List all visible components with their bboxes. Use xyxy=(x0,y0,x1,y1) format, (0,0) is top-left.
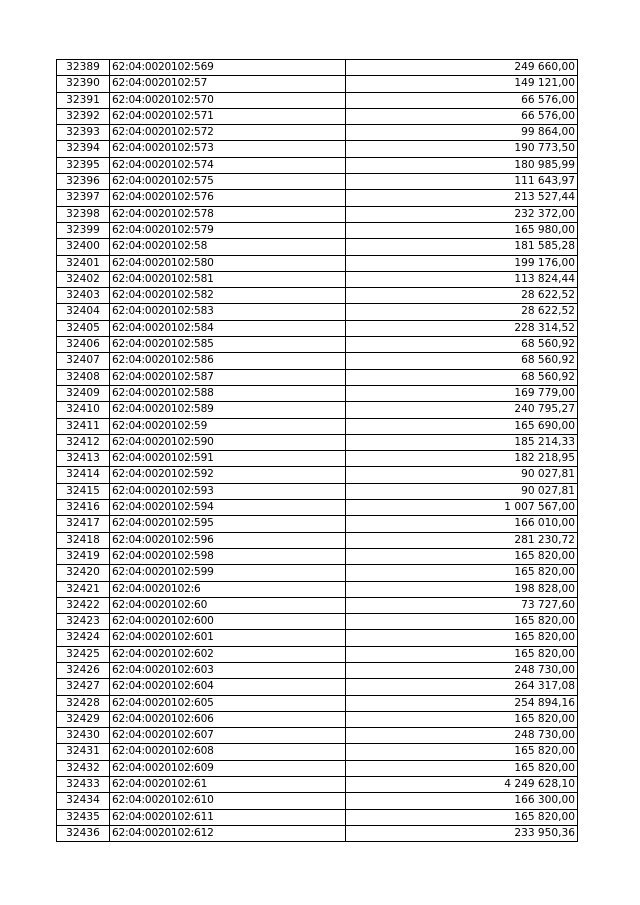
table-row xyxy=(57,662,578,678)
table-row xyxy=(57,695,578,711)
cadastral-value-cell: 165 820,00 xyxy=(346,711,578,727)
table-row xyxy=(57,76,578,92)
table-row xyxy=(57,108,578,124)
table-row xyxy=(57,565,578,581)
cadastral-number-cell: 62:04:0020102:592 xyxy=(110,467,346,483)
cadastral-value-cell: 66 576,00 xyxy=(346,92,578,108)
row-number-cell: 32401 xyxy=(57,255,110,271)
cadastral-number-cell: 62:04:0020102:573 xyxy=(110,141,346,157)
cadastral-number-cell: 62:04:0020102:60 xyxy=(110,597,346,613)
cadastral-value-cell: 165 980,00 xyxy=(346,222,578,238)
cadastral-value-cell: 165 820,00 xyxy=(346,565,578,581)
cadastral-number-cell: 62:04:0020102:584 xyxy=(110,320,346,336)
cadastral-value-cell: 281 230,72 xyxy=(346,532,578,548)
table-row xyxy=(57,320,578,336)
cadastral-number-cell: 62:04:0020102:595 xyxy=(110,516,346,532)
table-row xyxy=(57,548,578,564)
table-row xyxy=(57,793,578,809)
cadastral-number-cell: 62:04:0020102:593 xyxy=(110,483,346,499)
row-number-cell: 32419 xyxy=(57,548,110,564)
table-row xyxy=(57,255,578,271)
table-row xyxy=(57,581,578,597)
cadastral-number-cell: 62:04:0020102:594 xyxy=(110,500,346,516)
cadastral-value-cell: 182 218,95 xyxy=(346,451,578,467)
table-row xyxy=(57,239,578,255)
table-row xyxy=(57,500,578,516)
row-number-cell: 32430 xyxy=(57,728,110,744)
table-row xyxy=(57,141,578,157)
table-row xyxy=(57,190,578,206)
row-number-cell: 32410 xyxy=(57,402,110,418)
cadastral-value-cell: 213 527,44 xyxy=(346,190,578,206)
table-row xyxy=(57,271,578,287)
table-row xyxy=(57,744,578,760)
cadastral-value-cell: 232 372,00 xyxy=(346,206,578,222)
cadastral-number-cell: 62:04:0020102:58 xyxy=(110,239,346,255)
cadastral-value-cell: 90 027,81 xyxy=(346,483,578,499)
table-row xyxy=(57,174,578,190)
row-number-cell: 32396 xyxy=(57,174,110,190)
cadastral-value-cell: 28 622,52 xyxy=(346,304,578,320)
cadastral-number-cell: 62:04:0020102:575 xyxy=(110,174,346,190)
cadastral-number-cell: 62:04:0020102:600 xyxy=(110,614,346,630)
cadastral-value-cell: 248 730,00 xyxy=(346,728,578,744)
cadastral-number-cell: 62:04:0020102:602 xyxy=(110,646,346,662)
cadastral-number-cell: 62:04:0020102:579 xyxy=(110,222,346,238)
table-row xyxy=(57,532,578,548)
cadastral-number-cell: 62:04:0020102:598 xyxy=(110,548,346,564)
cadastral-number-cell: 62:04:0020102:582 xyxy=(110,288,346,304)
table-row xyxy=(57,125,578,141)
row-number-cell: 32416 xyxy=(57,500,110,516)
cadastral-number-cell: 62:04:0020102:589 xyxy=(110,402,346,418)
cadastral-value-table xyxy=(56,59,578,842)
table-row xyxy=(57,646,578,662)
cadastral-number-cell: 62:04:0020102:588 xyxy=(110,385,346,401)
table-row xyxy=(57,467,578,483)
cadastral-number-cell: 62:04:0020102:571 xyxy=(110,108,346,124)
cadastral-number-cell: 62:04:0020102:59 xyxy=(110,418,346,434)
cadastral-number-cell: 62:04:0020102:574 xyxy=(110,157,346,173)
cadastral-number-cell: 62:04:0020102:587 xyxy=(110,369,346,385)
cadastral-value-cell: 249 660,00 xyxy=(346,60,578,76)
row-number-cell: 32420 xyxy=(57,565,110,581)
table-row xyxy=(57,516,578,532)
cadastral-value-cell: 90 027,81 xyxy=(346,467,578,483)
cadastral-value-cell: 264 317,08 xyxy=(346,679,578,695)
table-row xyxy=(57,222,578,238)
cadastral-value-cell: 113 824,44 xyxy=(346,271,578,287)
row-number-cell: 32398 xyxy=(57,206,110,222)
cadastral-value-cell: 248 730,00 xyxy=(346,662,578,678)
row-number-cell: 32397 xyxy=(57,190,110,206)
cadastral-value-cell: 165 820,00 xyxy=(346,744,578,760)
cadastral-number-cell: 62:04:0020102:596 xyxy=(110,532,346,548)
row-number-cell: 32392 xyxy=(57,108,110,124)
cadastral-value-cell: 240 795,27 xyxy=(346,402,578,418)
row-number-cell: 32435 xyxy=(57,809,110,825)
table-row xyxy=(57,402,578,418)
row-number-cell: 32425 xyxy=(57,646,110,662)
cadastral-value-cell: 198 828,00 xyxy=(346,581,578,597)
row-number-cell: 32403 xyxy=(57,288,110,304)
table-row xyxy=(57,483,578,499)
row-number-cell: 32390 xyxy=(57,76,110,92)
cadastral-value-cell: 181 585,28 xyxy=(346,239,578,255)
row-number-cell: 32418 xyxy=(57,532,110,548)
cadastral-number-cell: 62:04:0020102:581 xyxy=(110,271,346,287)
cadastral-number-cell: 62:04:0020102:611 xyxy=(110,809,346,825)
cadastral-value-cell: 165 820,00 xyxy=(346,760,578,776)
cadastral-number-cell: 62:04:0020102:585 xyxy=(110,337,346,353)
table-body xyxy=(57,60,578,842)
row-number-cell: 32429 xyxy=(57,711,110,727)
cadastral-number-cell: 62:04:0020102:6 xyxy=(110,581,346,597)
table-row xyxy=(57,157,578,173)
row-number-cell: 32394 xyxy=(57,141,110,157)
row-number-cell: 32428 xyxy=(57,695,110,711)
cadastral-number-cell: 62:04:0020102:609 xyxy=(110,760,346,776)
table-row xyxy=(57,337,578,353)
cadastral-number-cell: 62:04:0020102:578 xyxy=(110,206,346,222)
cadastral-value-cell: 180 985,99 xyxy=(346,157,578,173)
cadastral-value-cell: 99 864,00 xyxy=(346,125,578,141)
cadastral-number-cell: 62:04:0020102:601 xyxy=(110,630,346,646)
cadastral-number-cell: 62:04:0020102:57 xyxy=(110,76,346,92)
row-number-cell: 32409 xyxy=(57,385,110,401)
row-number-cell: 32413 xyxy=(57,451,110,467)
row-number-cell: 32434 xyxy=(57,793,110,809)
row-number-cell: 32424 xyxy=(57,630,110,646)
cadastral-value-cell: 68 560,92 xyxy=(346,337,578,353)
cadastral-value-cell: 28 622,52 xyxy=(346,288,578,304)
cadastral-value-cell: 149 121,00 xyxy=(346,76,578,92)
table-row xyxy=(57,369,578,385)
table-row xyxy=(57,597,578,613)
cadastral-number-cell: 62:04:0020102:610 xyxy=(110,793,346,809)
cadastral-value-cell: 166 010,00 xyxy=(346,516,578,532)
cadastral-number-cell: 62:04:0020102:606 xyxy=(110,711,346,727)
table-row xyxy=(57,825,578,841)
row-number-cell: 32406 xyxy=(57,337,110,353)
cadastral-number-cell: 62:04:0020102:590 xyxy=(110,434,346,450)
cadastral-value-cell: 199 176,00 xyxy=(346,255,578,271)
cadastral-number-cell: 62:04:0020102:570 xyxy=(110,92,346,108)
cadastral-number-cell: 62:04:0020102:576 xyxy=(110,190,346,206)
cadastral-number-cell: 62:04:0020102:599 xyxy=(110,565,346,581)
cadastral-value-cell: 185 214,33 xyxy=(346,434,578,450)
table-row xyxy=(57,92,578,108)
row-number-cell: 32407 xyxy=(57,353,110,369)
cadastral-number-cell: 62:04:0020102:61 xyxy=(110,777,346,793)
row-number-cell: 32400 xyxy=(57,239,110,255)
cadastral-value-cell: 4 249 628,10 xyxy=(346,777,578,793)
cadastral-value-cell: 165 820,00 xyxy=(346,646,578,662)
table-row xyxy=(57,385,578,401)
row-number-cell: 32436 xyxy=(57,825,110,841)
table-row xyxy=(57,679,578,695)
table-row xyxy=(57,353,578,369)
table-row xyxy=(57,304,578,320)
row-number-cell: 32426 xyxy=(57,662,110,678)
row-number-cell: 32414 xyxy=(57,467,110,483)
cadastral-number-cell: 62:04:0020102:591 xyxy=(110,451,346,467)
cadastral-number-cell: 62:04:0020102:583 xyxy=(110,304,346,320)
cadastral-value-cell: 254 894,16 xyxy=(346,695,578,711)
table-row xyxy=(57,760,578,776)
row-number-cell: 32415 xyxy=(57,483,110,499)
cadastral-value-cell: 165 820,00 xyxy=(346,614,578,630)
table-row xyxy=(57,418,578,434)
cadastral-number-cell: 62:04:0020102:612 xyxy=(110,825,346,841)
cadastral-value-cell: 66 576,00 xyxy=(346,108,578,124)
row-number-cell: 32399 xyxy=(57,222,110,238)
row-number-cell: 32421 xyxy=(57,581,110,597)
cadastral-value-cell: 165 820,00 xyxy=(346,809,578,825)
cadastral-number-cell: 62:04:0020102:608 xyxy=(110,744,346,760)
cadastral-value-cell: 233 950,36 xyxy=(346,825,578,841)
row-number-cell: 32423 xyxy=(57,614,110,630)
row-number-cell: 32427 xyxy=(57,679,110,695)
row-number-cell: 32395 xyxy=(57,157,110,173)
row-number-cell: 32433 xyxy=(57,777,110,793)
cadastral-value-cell: 165 820,00 xyxy=(346,630,578,646)
cadastral-value-cell: 166 300,00 xyxy=(346,793,578,809)
row-number-cell: 32402 xyxy=(57,271,110,287)
table-row xyxy=(57,434,578,450)
row-number-cell: 32411 xyxy=(57,418,110,434)
row-number-cell: 32422 xyxy=(57,597,110,613)
cadastral-number-cell: 62:04:0020102:586 xyxy=(110,353,346,369)
cadastral-number-cell: 62:04:0020102:603 xyxy=(110,662,346,678)
row-number-cell: 32432 xyxy=(57,760,110,776)
table-row xyxy=(57,288,578,304)
table-row xyxy=(57,206,578,222)
table-row xyxy=(57,728,578,744)
table-row xyxy=(57,60,578,76)
row-number-cell: 32404 xyxy=(57,304,110,320)
row-number-cell: 32393 xyxy=(57,125,110,141)
cadastral-value-cell: 228 314,52 xyxy=(346,320,578,336)
cadastral-number-cell: 62:04:0020102:572 xyxy=(110,125,346,141)
cadastral-number-cell: 62:04:0020102:605 xyxy=(110,695,346,711)
cadastral-value-cell: 68 560,92 xyxy=(346,369,578,385)
row-number-cell: 32412 xyxy=(57,434,110,450)
table-row xyxy=(57,711,578,727)
table-row xyxy=(57,451,578,467)
table-row xyxy=(57,614,578,630)
cadastral-value-cell: 169 779,00 xyxy=(346,385,578,401)
cadastral-number-cell: 62:04:0020102:580 xyxy=(110,255,346,271)
cadastral-value-cell: 165 820,00 xyxy=(346,548,578,564)
row-number-cell: 32417 xyxy=(57,516,110,532)
cadastral-value-cell: 73 727,60 xyxy=(346,597,578,613)
row-number-cell: 32405 xyxy=(57,320,110,336)
row-number-cell: 32431 xyxy=(57,744,110,760)
table-row xyxy=(57,809,578,825)
cadastral-value-cell: 165 690,00 xyxy=(346,418,578,434)
cadastral-value-cell: 190 773,50 xyxy=(346,141,578,157)
row-number-cell: 32408 xyxy=(57,369,110,385)
row-number-cell: 32391 xyxy=(57,92,110,108)
cadastral-number-cell: 62:04:0020102:607 xyxy=(110,728,346,744)
row-number-cell: 32389 xyxy=(57,60,110,76)
cadastral-value-cell: 111 643,97 xyxy=(346,174,578,190)
cadastral-value-cell: 1 007 567,00 xyxy=(346,500,578,516)
table-row xyxy=(57,630,578,646)
table-row xyxy=(57,777,578,793)
cadastral-number-cell: 62:04:0020102:604 xyxy=(110,679,346,695)
cadastral-number-cell: 62:04:0020102:569 xyxy=(110,60,346,76)
cadastral-value-cell: 68 560,92 xyxy=(346,353,578,369)
